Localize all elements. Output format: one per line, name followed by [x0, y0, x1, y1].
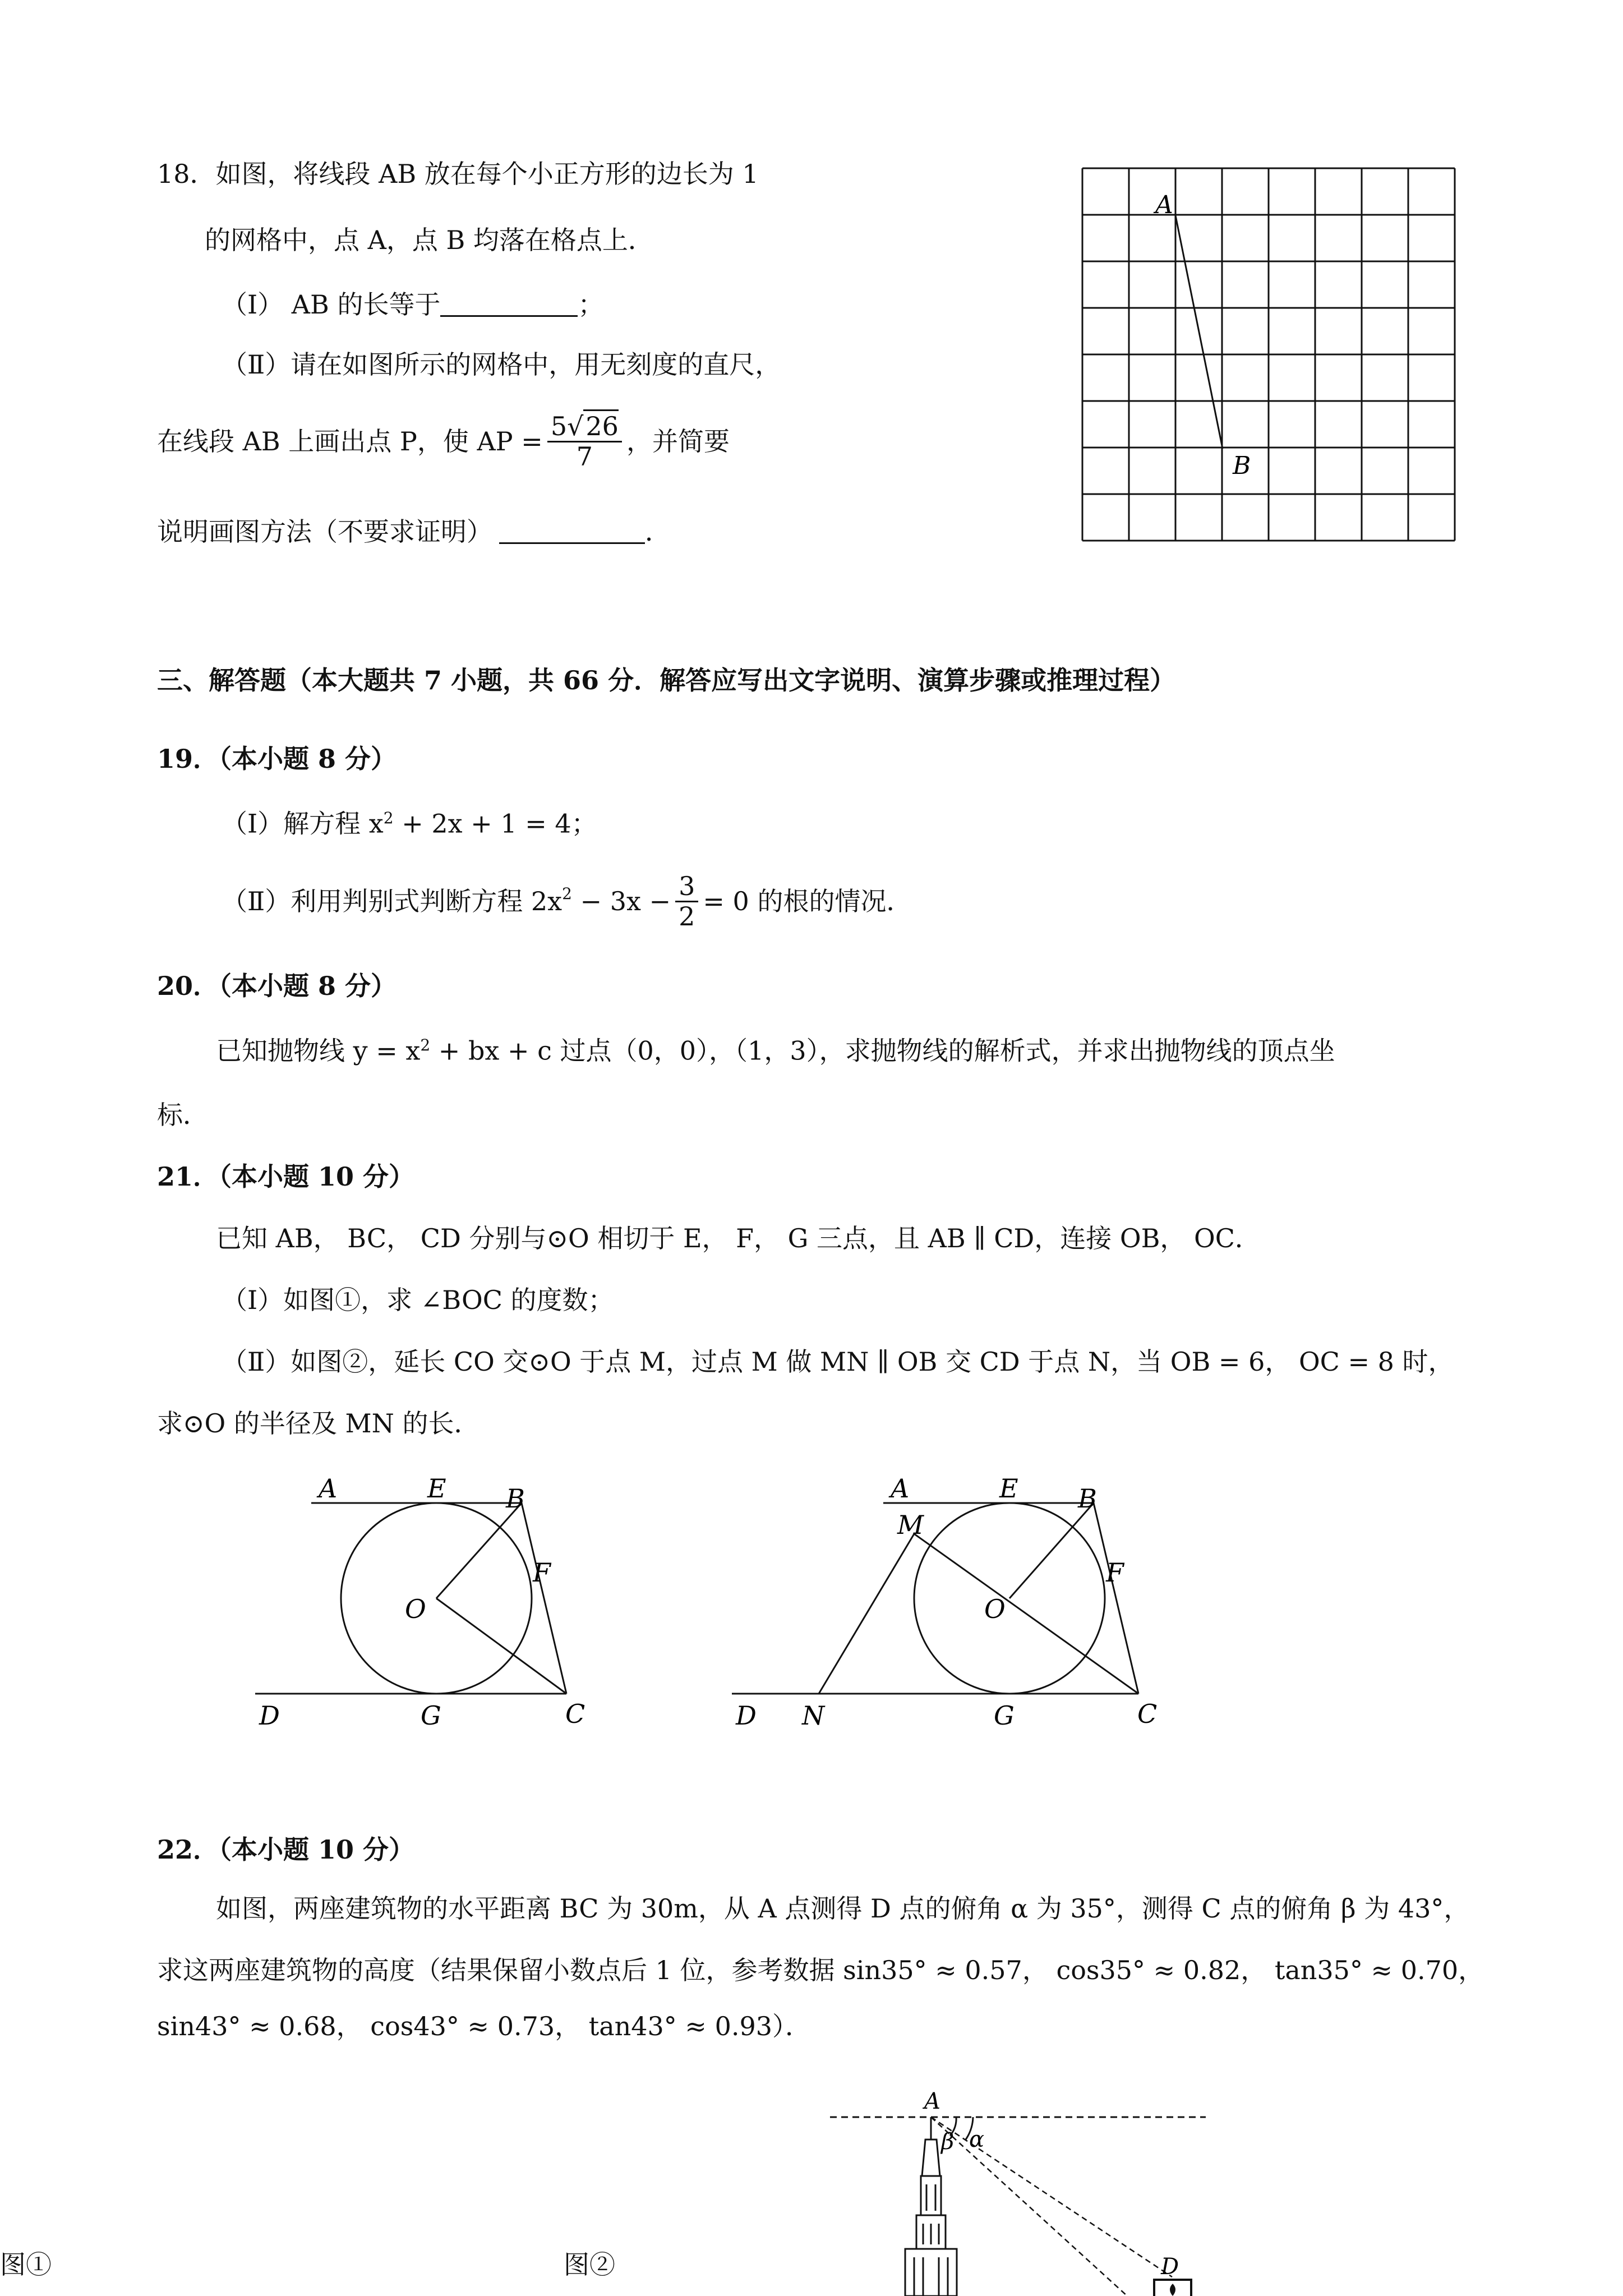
q18-grid-figure	[1082, 168, 1464, 550]
grid-label-b: B	[1233, 451, 1251, 480]
fig2-label-c: C	[1137, 1699, 1158, 1729]
q18-part2-line2-prefix: 在线段 AB 上画出点 P，使 AP =	[157, 426, 543, 457]
fig2-label-b: B	[1078, 1483, 1097, 1514]
fig1-label-d: D	[259, 1700, 280, 1731]
q18-answer-blank-2[interactable]	[499, 520, 645, 544]
q19-part1	[222, 808, 597, 839]
fig1-label-a: A	[319, 1473, 338, 1504]
q21-line1: 已知 AB， BC， CD 分别与⊙O 相切于 E， F， G 三点，且 AB ∥ CD，连接 OB， OC．	[216, 1223, 1261, 1253]
q21-part1: （Ⅰ）如图①，求 ∠BOC 的度数；	[222, 1285, 614, 1315]
q20-line1-suffix: + bx + c 过点（0，0），（1，3），求抛物线的解析式，并求出抛物线的顶点坐	[430, 1035, 1335, 1066]
fig2-label-g: G	[994, 1700, 1015, 1731]
q18-part2-line2-suffix: ，并简要	[626, 426, 730, 457]
fig2-label-e: E	[999, 1473, 1018, 1504]
q22-title: 22．（本小题 10 分）	[157, 1834, 415, 1865]
q18-line1: 18．如图，将线段 AB 放在每个小正方形的边长为 1	[157, 159, 759, 189]
q21-line-last: 求⊙O 的半径及 MN 的长．	[157, 1408, 480, 1439]
q19-part2-exp: 2	[562, 884, 572, 903]
q18-part1-prefix: （Ⅰ） AB 的长等于	[222, 289, 441, 320]
q22-line3: sin43° ≈ 0.68， cos43° ≈ 0.73， tan43° ≈ 0.93）．	[157, 2011, 811, 2041]
q19-part1-exp: 2	[383, 809, 394, 827]
q18-part1-suffix: ；	[578, 289, 604, 320]
q21-part2: （Ⅱ）如图②，延长 CO 交⊙O 于点 M，过点 M 做 MN ∥ OB 交 CD 于点 N，当 OB = 6， OC = 8 时，	[222, 1347, 1454, 1377]
fig2-label-m: M	[897, 1510, 924, 1540]
fig1-label-o: O	[405, 1594, 426, 1624]
q19-frac-den: 2	[679, 901, 695, 932]
q21-figure-2	[723, 1473, 1172, 1739]
q20-line1	[216, 1035, 1335, 1066]
fig1-line-ob	[436, 1503, 522, 1598]
q19-part2-suffix: = 0 的根的情况．	[703, 886, 912, 917]
fig2-line-bc	[1094, 1503, 1138, 1694]
fig1-label-e: E	[427, 1473, 446, 1504]
sightline-to-c	[931, 2117, 1127, 2296]
fig2-caption: 图②	[564, 2249, 615, 2280]
fig1-label-b: B	[506, 1483, 525, 1514]
small-building-icon	[1154, 2280, 1191, 2296]
q18-part2-line1: （Ⅱ）请在如图所示的网格中，用无刻度的直尺，	[222, 349, 781, 380]
q22-label-alpha: α	[969, 2127, 985, 2152]
q22-label-d: D	[1161, 2254, 1179, 2280]
q22-label-a: A	[924, 2088, 940, 2114]
q18-frac-radicand: 26	[583, 409, 619, 441]
fig1-label-c: C	[565, 1699, 585, 1729]
q20-line1-prefix: 已知抛物线 y = x	[216, 1035, 421, 1066]
q18-part1	[222, 289, 604, 320]
q18-part2-line3-suffix: ．	[645, 517, 671, 547]
q22-building-figure	[813, 2086, 1239, 2296]
q20-line1-exp: 2	[420, 1036, 431, 1054]
q22-label-beta: β	[941, 2129, 955, 2155]
q19-fraction	[675, 872, 698, 930]
section3-heading: 三、解答题（本大题共 7 小题，共 66 分．解答应写出文字说明、演算步骤或推理过程）	[157, 665, 1176, 695]
q19-part2	[222, 872, 912, 930]
q18-part2-line2	[157, 412, 730, 471]
q18-part2-line3-prefix: 说明画图方法（不要求证明）	[157, 517, 492, 547]
q18-frac-coef: 5	[550, 411, 568, 441]
fig2-label-n: N	[802, 1700, 825, 1731]
q22-line1: 如图，两座建筑物的水平距离 BC 为 30m，从 A 点测得 D 点的俯角 α 为 35°，测得 C 点的俯角 β 为 43°，	[216, 1893, 1470, 1924]
q18-fraction: $\frac{5√26}{7}$	[547, 412, 622, 471]
q19-part2-mid: − 3x −	[571, 886, 671, 917]
q18-line2: 的网格中，点 A，点 B 均落在格点上．	[205, 225, 654, 255]
fig2-line-cm	[914, 1534, 1138, 1694]
segment-ab	[1175, 215, 1223, 449]
q18-part2-line3	[157, 519, 671, 545]
q21-title: 21．（本小题 10 分）	[157, 1161, 415, 1192]
fig2-line-mn	[819, 1534, 914, 1694]
fig2-label-a: A	[891, 1473, 910, 1504]
q19-part1-prefix: （Ⅰ）解方程 x	[222, 808, 384, 839]
grid-label-a: A	[1155, 191, 1173, 219]
q19-part2-prefix: （Ⅱ）利用判别式判断方程 2x	[222, 886, 562, 917]
q19-title: 19．（本小题 8 分）	[157, 744, 397, 774]
q22-line2: 求这两座建筑物的高度（结果保留小数点后 1 位，参考数据 sin35° ≈ 0.57， cos35° ≈ 0.82， tan35° ≈ 0.70，	[157, 1955, 1484, 1985]
fig1-caption: 图①	[0, 2249, 52, 2280]
fig1-label-g: G	[421, 1700, 441, 1731]
q18-answer-blank-1[interactable]	[440, 293, 578, 317]
q18-frac-den: 7	[576, 441, 593, 472]
q19-frac-num: 3	[675, 872, 698, 902]
fig2-line-ob	[1009, 1503, 1094, 1598]
q21-figure-1	[247, 1473, 606, 1739]
sightline-to-d	[931, 2117, 1172, 2277]
fig2-label-d: D	[736, 1700, 757, 1731]
fig1-label-f: F	[533, 1557, 551, 1588]
fig2-label-f: F	[1106, 1557, 1124, 1588]
q20-title: 20．（本小题 8 分）	[157, 971, 397, 1001]
q20-line2: 标．	[157, 1100, 209, 1130]
q19-part1-suffix: + 2x + 1 = 4；	[393, 808, 597, 839]
fig2-label-o: O	[984, 1594, 1006, 1624]
